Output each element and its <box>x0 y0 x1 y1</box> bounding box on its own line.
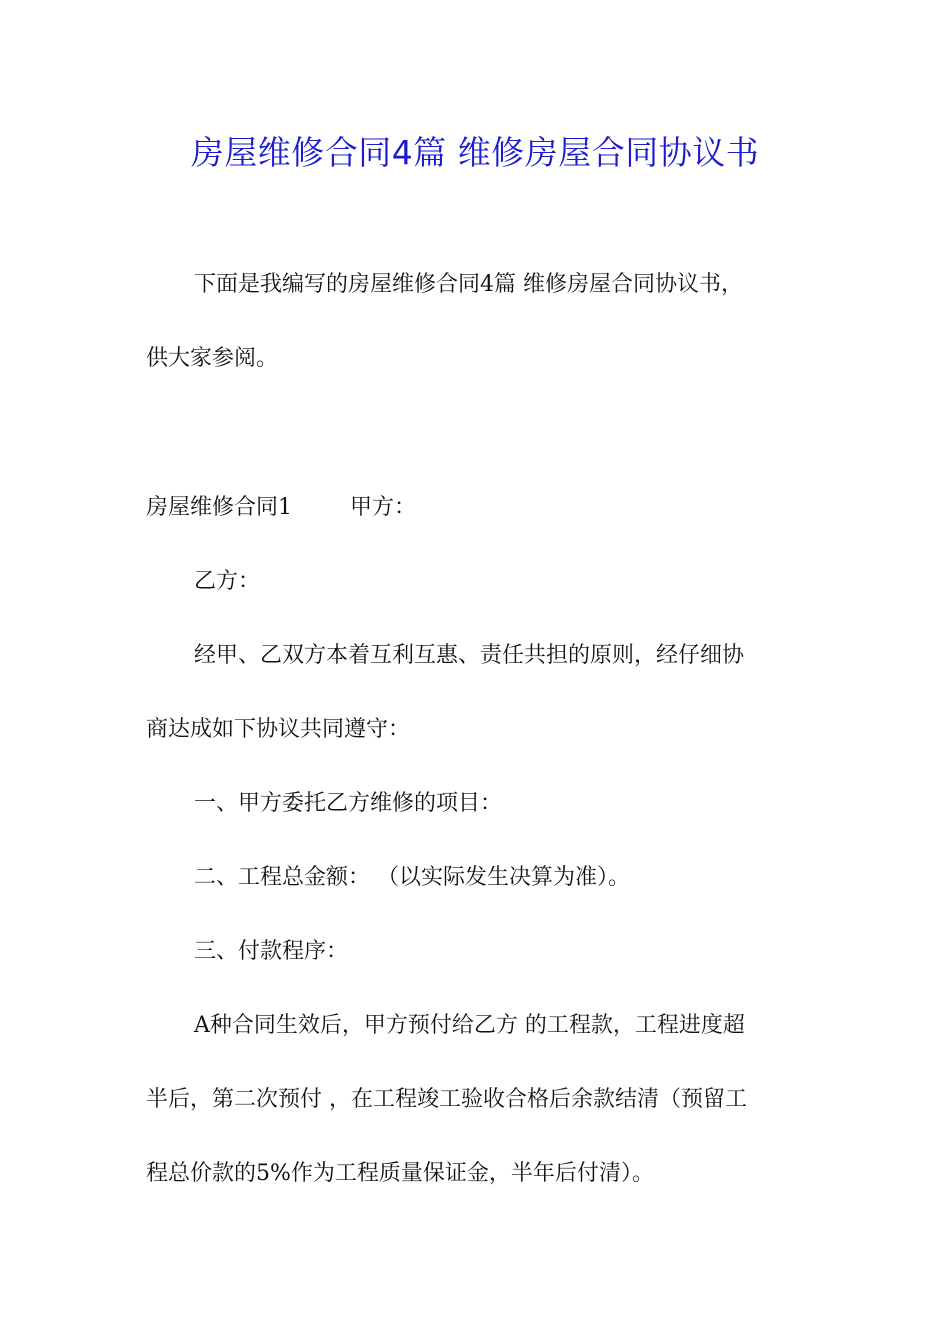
party-b-label: 乙方： <box>194 569 261 594</box>
payment-line-1: A种合同生效后，甲方预付给乙方 的工程款，工程进度超 <box>194 1013 745 1038</box>
clause-2: 二、工程总金额： （以实际发生决算为准）。 <box>194 865 630 890</box>
contract-heading: 房屋维修合同1 <box>146 495 292 520</box>
contract-heading-row <box>146 488 808 1228</box>
preamble-line-1: 经甲、乙双方本着互利互惠、责任共担的原则，经仔细协 <box>194 643 745 668</box>
clause-1: 一、甲方委托乙方维修的项目： <box>194 791 503 816</box>
party-a-label: 甲方： <box>350 495 417 520</box>
payment-line-2: 半后，第二次预付 ，在工程竣工验收合格后余款结清（预留工 <box>146 1087 747 1112</box>
clause-3: 三、付款程序： <box>194 939 349 964</box>
intro-line-2: 供大家参阅。 <box>146 346 279 371</box>
document-title: 房屋维修合同4篇 维修房屋合同协议书 <box>190 133 760 172</box>
payment-line-3: 程总价款的5%作为工程质量保证金，半年后付清）。 <box>146 1161 654 1186</box>
intro-line-1: 下面是我编写的房屋维修合同4篇 维修房屋合同协议书， <box>194 272 743 297</box>
intro-paragraph <box>146 265 808 413</box>
preamble-line-2: 商达成如下协议共同遵守： <box>146 717 411 742</box>
